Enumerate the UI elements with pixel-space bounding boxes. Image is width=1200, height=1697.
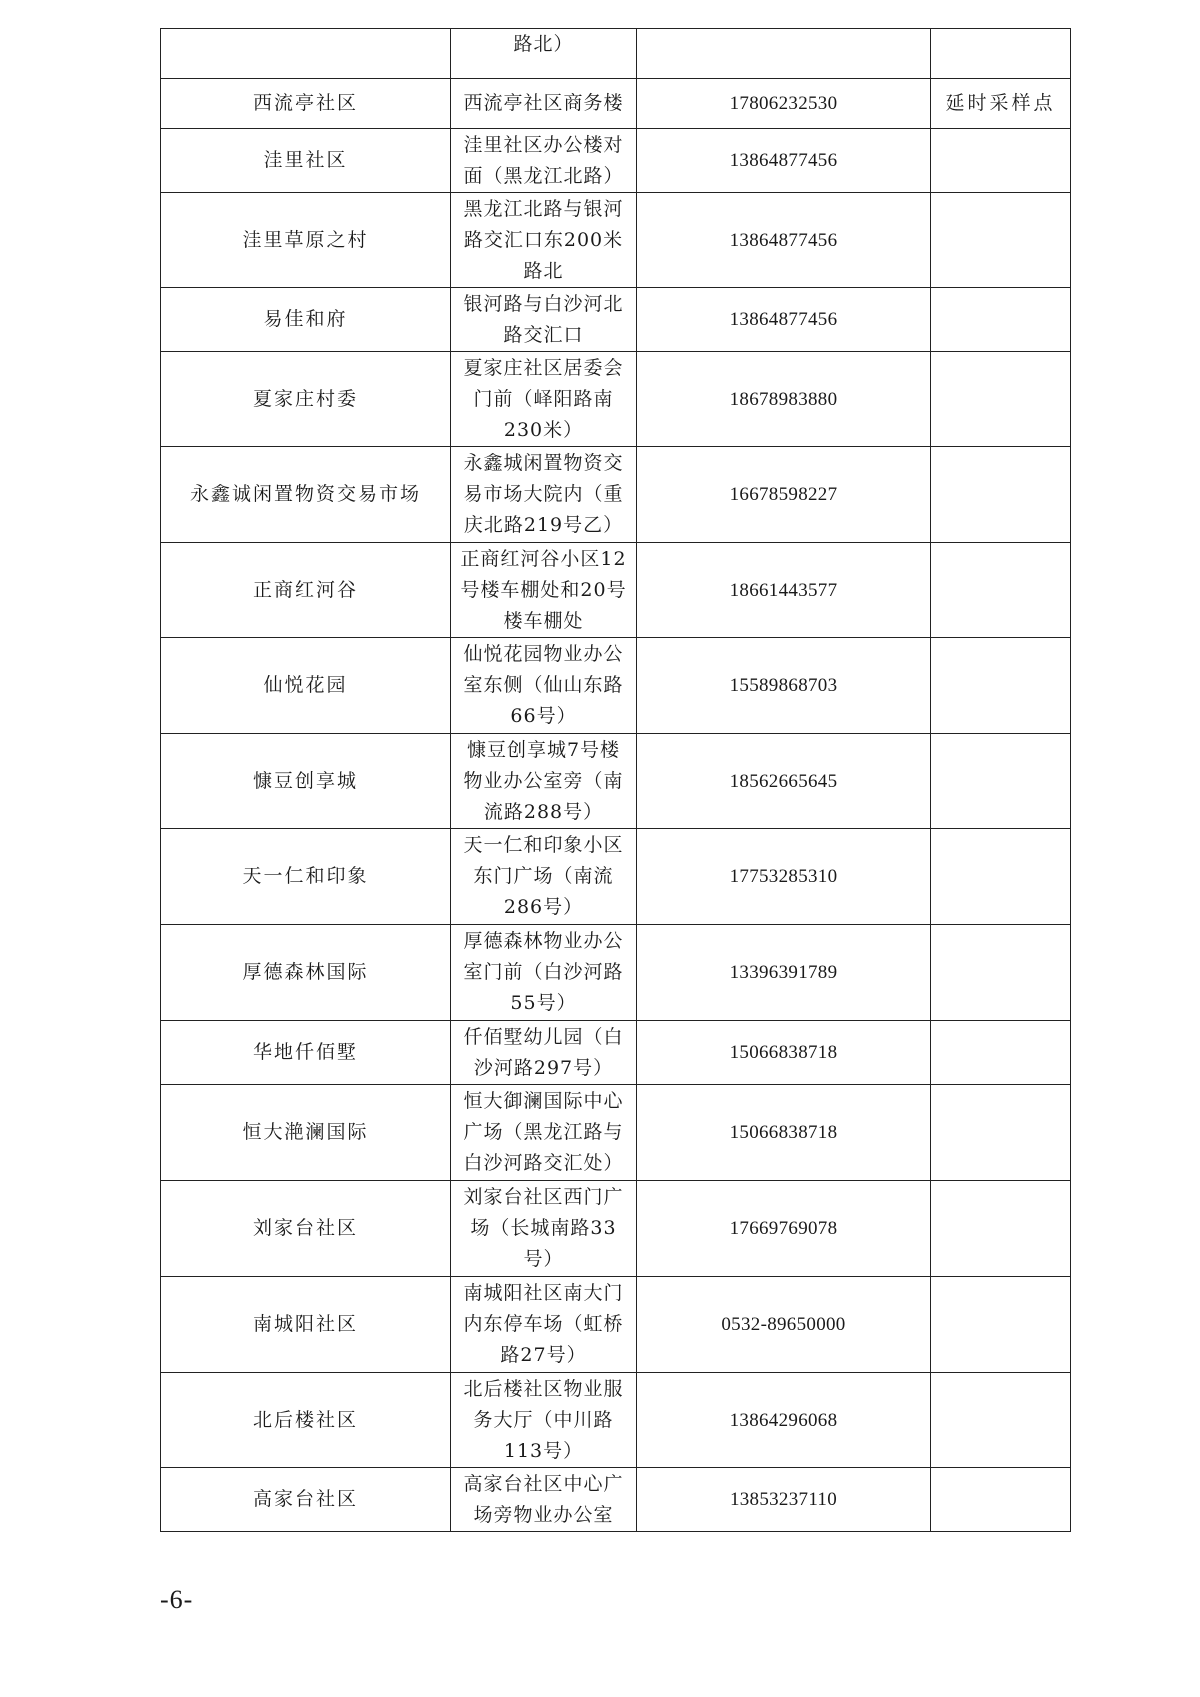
contact-phone-cell: 17753285310 — [637, 829, 931, 925]
note-cell — [931, 1181, 1071, 1277]
table-body — [161, 29, 1071, 1532]
site-name-cell: 慷豆创享城 — [161, 734, 451, 829]
table-row — [161, 1021, 1071, 1085]
site-address-cell: 洼里社区办公楼对面（黑龙江北路） — [451, 129, 637, 193]
site-address-cell: 高家台社区中心广场旁物业办公室 — [451, 1468, 637, 1532]
site-address-cell: 慷豆创享城7号楼物业办公室旁（南流路288号） — [451, 734, 637, 829]
table-row — [161, 543, 1071, 638]
note-cell — [931, 352, 1071, 447]
site-address-cell: 永鑫城闲置物资交易市场大院内（重庆北路219号乙） — [451, 447, 637, 543]
site-address-cell: 刘家台社区西门广场（长城南路33号） — [451, 1181, 637, 1277]
contact-phone-cell: 13864296068 — [637, 1373, 931, 1468]
contact-phone-cell: 15066838718 — [637, 1085, 931, 1181]
site-name-cell: 洼里社区 — [161, 129, 451, 193]
table-row — [161, 638, 1071, 734]
note-cell — [931, 638, 1071, 734]
note-cell — [931, 925, 1071, 1021]
note-cell — [931, 29, 1071, 79]
site-address-cell: 西流亭社区商务楼 — [451, 79, 637, 129]
note-cell — [931, 193, 1071, 288]
site-address-cell: 黑龙江北路与银河路交汇口东200米路北 — [451, 193, 637, 288]
note-cell — [931, 288, 1071, 352]
page-number: -6- — [160, 1585, 194, 1614]
contact-phone-cell: 17669769078 — [637, 1181, 931, 1277]
site-name-cell: 永鑫诚闲置物资交易市场 — [161, 447, 451, 543]
site-name-cell: 易佳和府 — [161, 288, 451, 352]
table-row — [161, 129, 1071, 193]
site-name-cell: 西流亭社区 — [161, 79, 451, 129]
site-name-cell: 恒大滟澜国际 — [161, 1085, 451, 1181]
site-address-cell: 仟佰墅幼儿园（白沙河路297号） — [451, 1021, 637, 1085]
site-name-cell: 北后楼社区 — [161, 1373, 451, 1468]
table-row — [161, 734, 1071, 829]
contact-phone-cell: 18661443577 — [637, 543, 931, 638]
site-address-cell: 南城阳社区南大门内东停车场（虹桥路27号） — [451, 1277, 637, 1373]
note-cell — [931, 1373, 1071, 1468]
note-cell — [931, 1468, 1071, 1532]
table-row — [161, 193, 1071, 288]
note-cell — [931, 829, 1071, 925]
site-address-cell: 路北） — [451, 29, 637, 79]
note-cell — [931, 543, 1071, 638]
contact-phone-cell: 13864877456 — [637, 288, 931, 352]
site-address-cell: 夏家庄社区居委会门前（峄阳路南230米） — [451, 352, 637, 447]
site-name-cell: 南城阳社区 — [161, 1277, 451, 1373]
table-row — [161, 288, 1071, 352]
site-name-cell: 夏家庄村委 — [161, 352, 451, 447]
table-row — [161, 1181, 1071, 1277]
site-address-cell: 正商红河谷小区12号楼车棚处和20号楼车棚处 — [451, 543, 637, 638]
site-name-cell: 天一仁和印象 — [161, 829, 451, 925]
contact-phone-cell: 13396391789 — [637, 925, 931, 1021]
table-row — [161, 1373, 1071, 1468]
note-cell — [931, 447, 1071, 543]
sampling-sites-table — [160, 28, 1071, 1532]
contact-phone-cell: 18562665645 — [637, 734, 931, 829]
note-cell — [931, 1085, 1071, 1181]
contact-phone-cell: 17806232530 — [637, 79, 931, 129]
contact-phone-cell: 13853237110 — [637, 1468, 931, 1532]
contact-phone-cell: 13864877456 — [637, 129, 931, 193]
site-name-cell: 刘家台社区 — [161, 1181, 451, 1277]
site-address-cell: 仙悦花园物业办公室东侧（仙山东路66号） — [451, 638, 637, 734]
site-address-cell: 天一仁和印象小区东门广场（南流286号） — [451, 829, 637, 925]
site-address-cell: 银河路与白沙河北路交汇口 — [451, 288, 637, 352]
note-cell — [931, 734, 1071, 829]
table-row — [161, 352, 1071, 447]
site-name-cell: 高家台社区 — [161, 1468, 451, 1532]
contact-phone-cell: 15589868703 — [637, 638, 931, 734]
table-row — [161, 925, 1071, 1021]
table-row — [161, 79, 1071, 129]
site-name-cell — [161, 29, 451, 79]
table-row — [161, 1468, 1071, 1532]
contact-phone-cell: 15066838718 — [637, 1021, 931, 1085]
site-name-cell: 华地仟佰墅 — [161, 1021, 451, 1085]
contact-phone-cell: 0532-89650000 — [637, 1277, 931, 1373]
site-address-cell: 恒大御澜国际中心广场（黑龙江路与白沙河路交汇处） — [451, 1085, 637, 1181]
table-row — [161, 1277, 1071, 1373]
note-cell — [931, 1277, 1071, 1373]
contact-phone-cell: 18678983880 — [637, 352, 931, 447]
table-row — [161, 29, 1071, 79]
contact-phone-cell: 13864877456 — [637, 193, 931, 288]
site-name-cell: 洼里草原之村 — [161, 193, 451, 288]
table-row — [161, 447, 1071, 543]
table-row — [161, 829, 1071, 925]
table-row — [161, 1085, 1071, 1181]
contact-phone-cell — [637, 29, 931, 79]
note-cell — [931, 129, 1071, 193]
note-cell: 延时采样点 — [931, 79, 1071, 129]
site-address-cell: 北后楼社区物业服务大厅（中川路113号） — [451, 1373, 637, 1468]
site-name-cell: 厚德森林国际 — [161, 925, 451, 1021]
note-cell — [931, 1021, 1071, 1085]
site-address-cell: 厚德森林物业办公室门前（白沙河路55号） — [451, 925, 637, 1021]
site-name-cell: 正商红河谷 — [161, 543, 451, 638]
contact-phone-cell: 16678598227 — [637, 447, 931, 543]
site-name-cell: 仙悦花园 — [161, 638, 451, 734]
